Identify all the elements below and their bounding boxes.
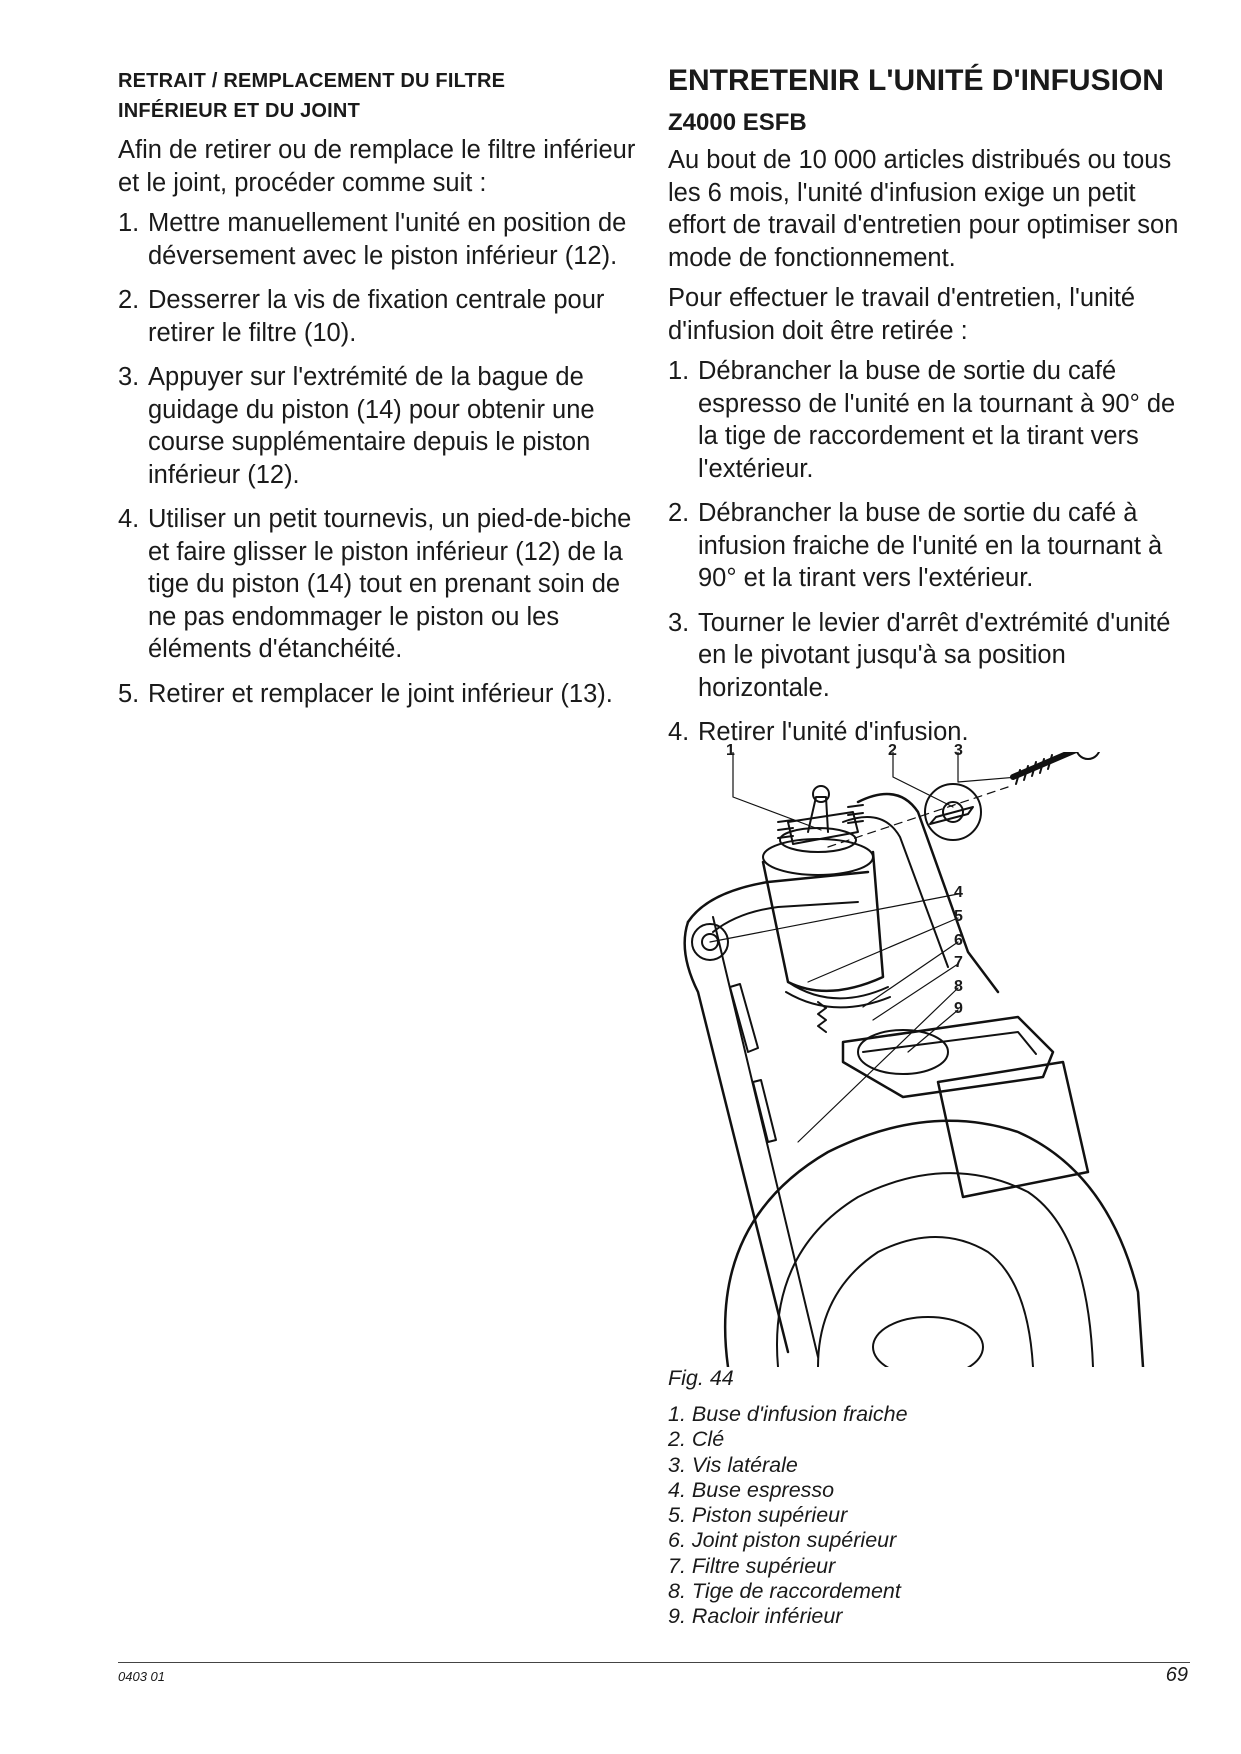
page-title: ENTRETENIR L'UNITÉ D'INFUSION	[668, 64, 1164, 97]
list-item: 4. Utiliser un petit tournevis, un pied-de-biche et faire glisser le piston inférieur (12) de la tige du piston (14) tout en prenant soin de ne pas endommager le piston ou les éléments d'étanchéité.	[118, 505, 632, 663]
legend-item: 2. Clé	[668, 1427, 725, 1452]
legend-item: 5. Piston supérieur	[668, 1503, 848, 1528]
figure-caption: Fig. 44	[668, 1366, 734, 1390]
legend-item: 7. Filtre supérieur	[668, 1553, 836, 1578]
callout-8: 8	[954, 978, 963, 995]
section-heading-left	[118, 66, 638, 126]
list-item: 4. Retirer l'unité d'infusion.	[668, 718, 969, 746]
legend-item: 4. Buse espresso	[668, 1477, 835, 1502]
list-item: 5. Retirer et remplacer le joint inférieur (13).	[118, 679, 613, 708]
heading-line-1: RETRAIT / REMPLACEMENT DU FILTRE	[118, 70, 506, 92]
heading-line-2: INFÉRIEUR ET DU JOINT	[118, 100, 360, 122]
list-item: 2. Desserrer la vis de fixation centrale pour retirer le filtre (10).	[118, 286, 605, 347]
legend-item: 6. Joint piston supérieur	[668, 1528, 897, 1553]
intro-paragraph: Afin de retirer ou de remplace le filtre inférieur et le joint, procéder comme suit :	[118, 136, 636, 197]
page-number: 69	[1165, 1664, 1188, 1686]
callout-5: 5	[954, 908, 963, 925]
list-item: 3. Appuyer sur l'extrémité de la bague de guidage du piston (14) pour obtenir une course supplémentaire depuis le piston inférieur (12).	[118, 363, 595, 489]
left-steps-list	[118, 207, 638, 710]
callout-4: 4	[954, 884, 963, 901]
callout-1: 1	[726, 742, 735, 759]
legend-item: 3. Vis latérale	[668, 1452, 798, 1477]
callout-3: 3	[954, 742, 963, 759]
right-column	[668, 62, 1198, 761]
legend-item: 9. Racloir inférieur	[668, 1604, 843, 1629]
brewing-unit-figure	[668, 742, 1198, 1367]
callout-7: 7	[954, 954, 963, 971]
list-item: 1. Débrancher la buse de sortie du café espresso de l'unité en la tournant à 90° de la tige de raccordement et la tirant vers l'extérieur.	[668, 357, 1176, 483]
model-subheading: Z4000 ESFB	[668, 109, 807, 136]
brewing-unit-illustration	[668, 752, 1198, 1367]
callout-9: 9	[954, 1000, 963, 1017]
list-item: 2. Débrancher la buse de sortie du café à infusion fraiche de l'unité en la tournant à 90° et la tirant vers l'extérieur.	[668, 499, 1163, 592]
legend-item: 8. Tige de raccordement	[668, 1579, 901, 1604]
footer-divider	[118, 1662, 1190, 1663]
list-item: 1. Mettre manuellement l'unité en position de déversement avec le piston inférieur (12).	[118, 209, 627, 270]
legend-item: 1. Buse d'infusion fraiche	[668, 1402, 908, 1426]
maintenance-paragraph: Au bout de 10 000 articles distribués ou tous les 6 mois, l'unité d'infusion exige un petit effort de travail d'entretien pour optimiser son mode de fonctionnement.	[668, 146, 1179, 272]
right-steps-list	[668, 355, 1198, 749]
figure-legend	[668, 1402, 908, 1630]
document-code: 0403 01	[118, 1669, 165, 1684]
list-item: 3. Tourner le levier d'arrêt d'extrémité d'unité en le pivotant jusqu'à sa position horizontale.	[668, 608, 1171, 702]
removal-paragraph: Pour effectuer le travail d'entretien, l'unité d'infusion doit être retirée :	[668, 284, 1136, 345]
left-column	[118, 66, 638, 722]
callout-6: 6	[954, 932, 963, 949]
callout-2: 2	[888, 742, 897, 759]
